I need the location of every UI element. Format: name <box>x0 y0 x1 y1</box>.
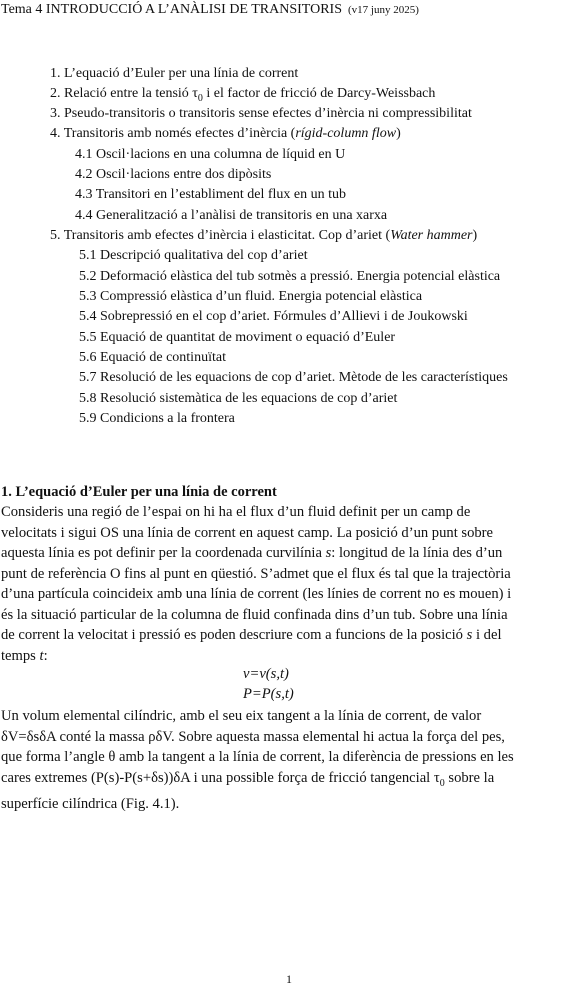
paragraph-line: d’una partícula coincideix amb una línia de corrent (les línies de corrent no es mouen) i <box>1 586 512 602</box>
toc-item: 4. Transitoris amb només efectes d’inèrcia (rígid-column flow) <box>50 126 401 141</box>
toc-subitem: 5.1 Descripció qualitativa del cop d’ariet <box>79 248 308 263</box>
body-paragraph <box>1 502 579 666</box>
section-heading: 1. L’equació d’Euler per una línia de corrent <box>1 484 277 500</box>
toc-item: 2. Relació entre la tensió $\tau_0$ i el factor de fricció de Darcy-Weissbach <box>50 86 436 104</box>
toc-item: 5. Transitoris amb efectes d’inèrcia i elasticitat. Cop d’ariet (Water hammer) <box>50 228 478 243</box>
header-title: Tema 4 INTRODUCCIÓ A L’ANÀLISI DE TRANSITORIS <box>1 2 342 17</box>
header-version: (v17 juny 2025) <box>347 4 419 16</box>
toc-subitem: 5.4 Sobrepressió en el cop d’ariet. Fórmules d’Allievi i de Joukowski <box>79 309 468 324</box>
paragraph-line: Un volum elemental cilíndric, amb el seu eix tangent a la línia de corrent, de valor <box>1 708 482 724</box>
toc-subitem: 4.4 Generalització a l’anàlisi de transitoris en una xarxa <box>75 208 388 223</box>
toc-subitem: 4.1 Oscil·lacions en una columna de líquid en U <box>75 147 346 162</box>
document-header <box>1 2 419 18</box>
toc-subitem: 5.5 Equació de quantitat de moviment o equació d’Euler <box>79 330 396 345</box>
paragraph-line: velocitats i sigui OS una línia de corrent en aquest camp. La posició d’un punt sobre <box>1 524 494 541</box>
toc-item: 3. Pseudo-transitoris o transitoris sense efectes d’inèrcia ni compressibilitat <box>50 106 472 121</box>
page-number: 1 <box>286 972 292 986</box>
paragraph-line: δV=δsδA conté la massa ρδV. Sobre aquesta massa elemental hi actua la força del pes, <box>1 728 505 745</box>
paragraph-line: temps t: <box>1 647 48 664</box>
paragraph-line: que forma l’angle θ amb la tangent a la línia de corrent, la diferència de pressions en les <box>1 749 514 765</box>
toc-subitem: 5.8 Resolució sistemàtica de les equacions de cop d’ariet <box>79 391 398 406</box>
body-paragraph <box>1 706 579 814</box>
toc-subitem: 5.2 Deformació elàstica del tub sotmès a pressió. Energia potencial elàstica <box>79 269 501 284</box>
paragraph-line: punt de referència O fins al punt en qüestió. S’admet que el flux és tal que la trajectòria <box>1 565 511 582</box>
paragraph-line: de corrent la velocitat i pressió es poden descriure com a funcions de la posició s i del <box>1 627 502 643</box>
equation-velocity: v=v(s,t) <box>243 666 289 682</box>
paragraph-line: cares extremes (P(s)-P(s+δs))δA i una possible força de fricció tangencial $\tau_0$ sobre la <box>1 769 495 789</box>
equation-pressure: P=P(s,t) <box>243 686 294 702</box>
toc-subitem: 4.3 Transitori en l’establiment del flux en un tub <box>75 187 347 202</box>
toc-subitem: 5.3 Compressió elàstica d’un fluid. Energia potencial elàstica <box>79 289 423 304</box>
toc-subitem: 5.6 Equació de continuïtat <box>79 350 226 365</box>
paragraph-line: superfície cilíndrica (Fig. 4.1). <box>1 795 180 812</box>
paragraph-line: és la situació particular de la columna de fluid confinada dins d’un tub. Sobre una línia <box>1 606 508 623</box>
toc-subitem: 4.2 Oscil·lacions entre dos dipòsits <box>75 167 272 182</box>
toc-subitem: 5.9 Condicions a la frontera <box>79 411 235 426</box>
paragraph-line: Consideris una regió de l’espai on hi ha el flux d’un fluid definit per un camp de <box>1 504 471 520</box>
toc-subitem: 5.7 Resolució de les equacions de cop d’ariet. Mètode de les característiques <box>79 370 508 385</box>
toc-item: 1. L’equació d’Euler per una línia de corrent <box>50 66 299 81</box>
paragraph-line: aquesta línia es pot definir per la coordenada curvilínia s: longitud de la línia des d’un <box>1 545 503 561</box>
